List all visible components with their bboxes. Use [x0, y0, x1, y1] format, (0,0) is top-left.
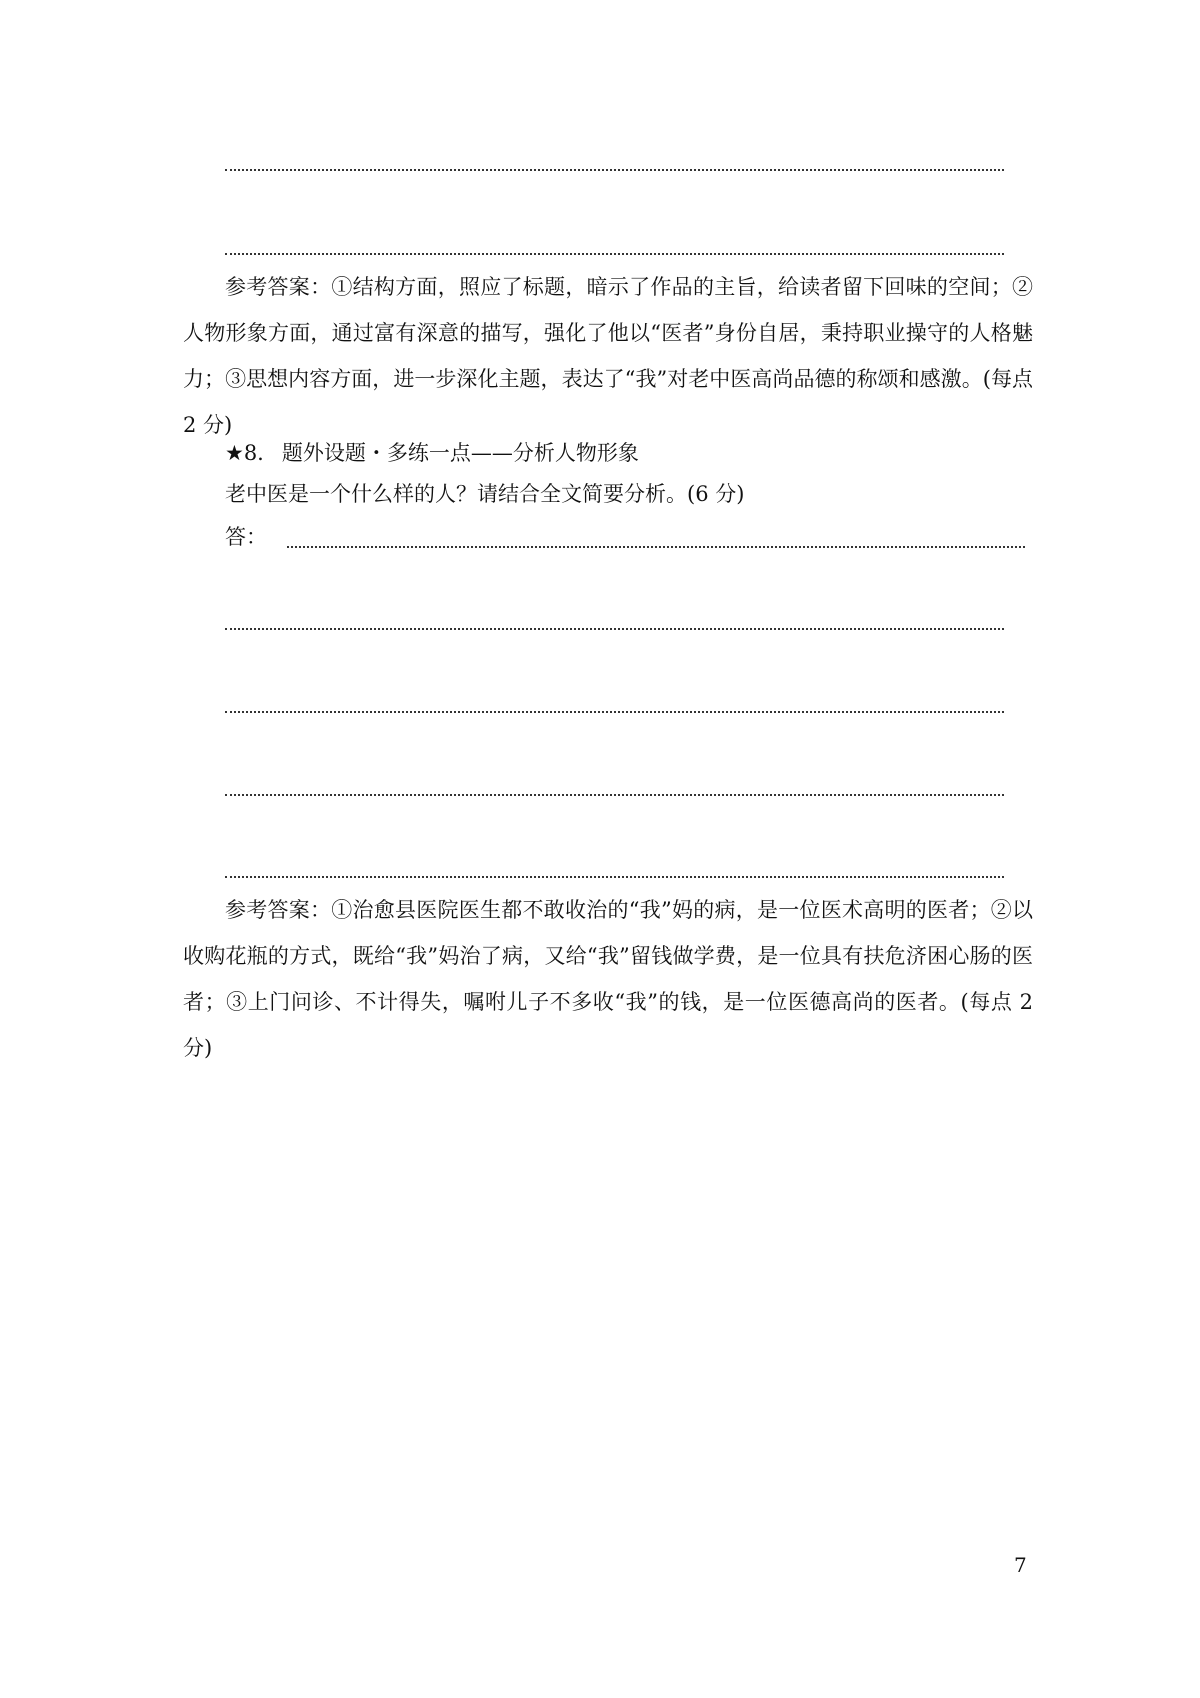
answer-line[interactable] [225, 628, 1004, 630]
answer-line [225, 253, 1004, 255]
answer-line[interactable] [225, 794, 1004, 796]
question-8-prompt: 老中医是一个什么样的人？请结合全文简要分析。(6 分) [225, 482, 745, 506]
reference-answer-label: 参考答案： [225, 898, 332, 922]
answer-line[interactable] [225, 876, 1004, 878]
answer-label: 答： [225, 525, 267, 549]
reference-answer-text: ①治愈县医院医生都不敢收治的“我”妈的病，是一位医术高明的医者；②以收购花瓶的方式，既给“我”妈治了病，又给“我”留钱做学费，是一位具有扶危济困心肠的医者；③上门问诊、不计得失，嘱咐儿子不多收“我”的钱，是一位医德高尚的医者。(每点 2 分) [183, 898, 1034, 1060]
answer-line[interactable] [287, 546, 1025, 548]
question-number: ★8. [225, 441, 264, 465]
reference-answer-text: ①结构方面，照应了标题，暗示了作品的主旨，给读者留下回味的空间；②人物形象方面，通过富有深意的描写，强化了他以“医者”身份自居，秉持职业操守的人格魅力；③思想内容方面，进一步深化主题，表达了“我”对老中医高尚品德的称颂和感激。(每点 2 分) [183, 275, 1034, 437]
page-number: 7 [1014, 1553, 1027, 1577]
answer-line[interactable] [225, 711, 1004, 713]
answer-line [225, 169, 1004, 171]
reference-answer-7 [183, 264, 1033, 448]
reference-answer-8 [183, 887, 1033, 1071]
question-title: 题外设题・多练一点——分析人物形象 [281, 441, 639, 465]
question-8-heading [225, 438, 639, 468]
reference-answer-label: 参考答案： [225, 275, 332, 299]
